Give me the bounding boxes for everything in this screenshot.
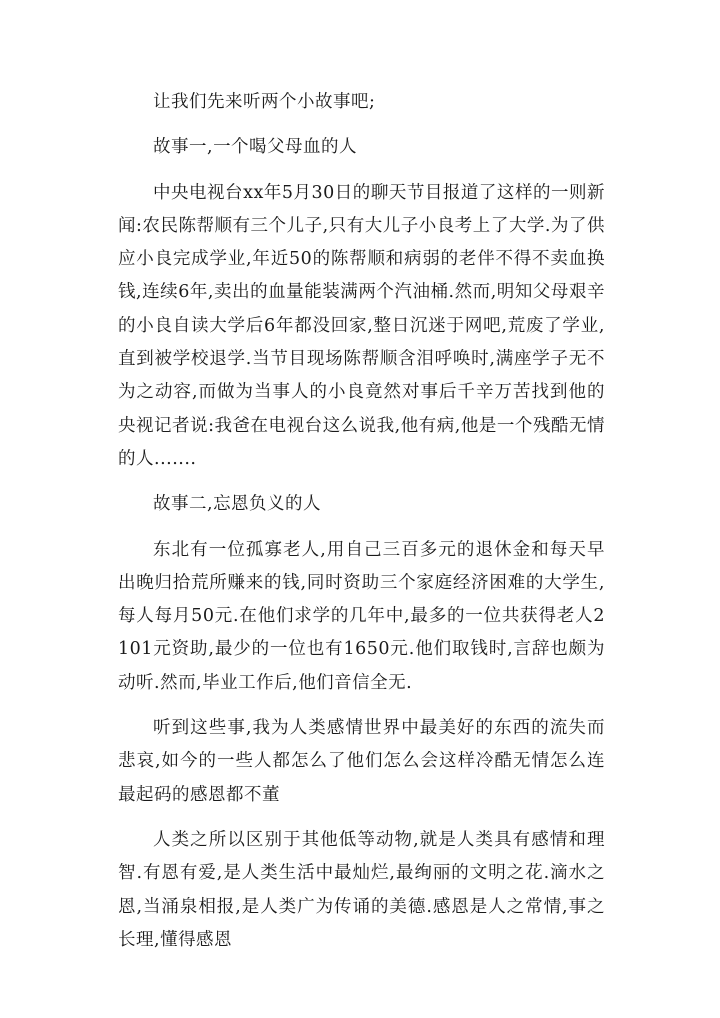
document-page bbox=[118, 86, 605, 957]
gratitude-paragraph: 人类之所以区别于其他低等动物,就是人类具有感情和理智.有恩有爱,是人类生活中最灿烂,最绚丽的文明之花.滴水之恩,当涌泉相报,是人类广为传诵的美德.感恩是人之常情,事之长理,懂得感恩 bbox=[118, 829, 605, 950]
story-one-heading: 故事一,一个喝父母血的人 bbox=[153, 137, 358, 158]
intro-paragraph: 让我们先来听两个小故事吧; bbox=[153, 92, 376, 112]
story-one-body: 中央电视台xx年5月30日的聊天节目报道了这样的一则新闻:农民陈帮顺有三个儿子,只有大儿子小良考上了大学.为了供应小良完成学业,年近50的陈帮顺和病弱的老伴不得不卖血换钱,连续6年,卖出的血量能装满两个汽油桶.然而,明知父母艰辛的小良自读大学后6年都没回家,整日沉迷于网吧,荒废了学业,直到被学校退学.当节目现场陈帮顺含泪呼唤时,满座学子无不为之动容,而做为当事人的小良竟然对事后千辛万苦找到他的央视记者说:我爸在电视台这么说我,他有病,他是一个残酷无情的人....... bbox=[118, 182, 605, 469]
story-two-body: 东北有一位孤寡老人,用自己三百多元的退休金和每天早出晚归拾荒所赚来的钱,同时资助三个家庭经济困难的大学生,每人每月50元.在他们求学的几年中,最多的一位共获得老人2101元资助,最少的一位也有1650元.他们取钱时,言辞也颇为动听.然而,毕业工作后,他们音信全无. bbox=[118, 539, 605, 693]
story-two-heading: 故事二,忘恩负义的人 bbox=[153, 494, 322, 515]
reflection-paragraph: 听到这些事,我为人类感情世界中最美好的东西的流失而悲哀,如今的一些人都怎么了他们怎么会这样冷酷无情怎么连最起码的感恩都不董 bbox=[118, 718, 605, 805]
